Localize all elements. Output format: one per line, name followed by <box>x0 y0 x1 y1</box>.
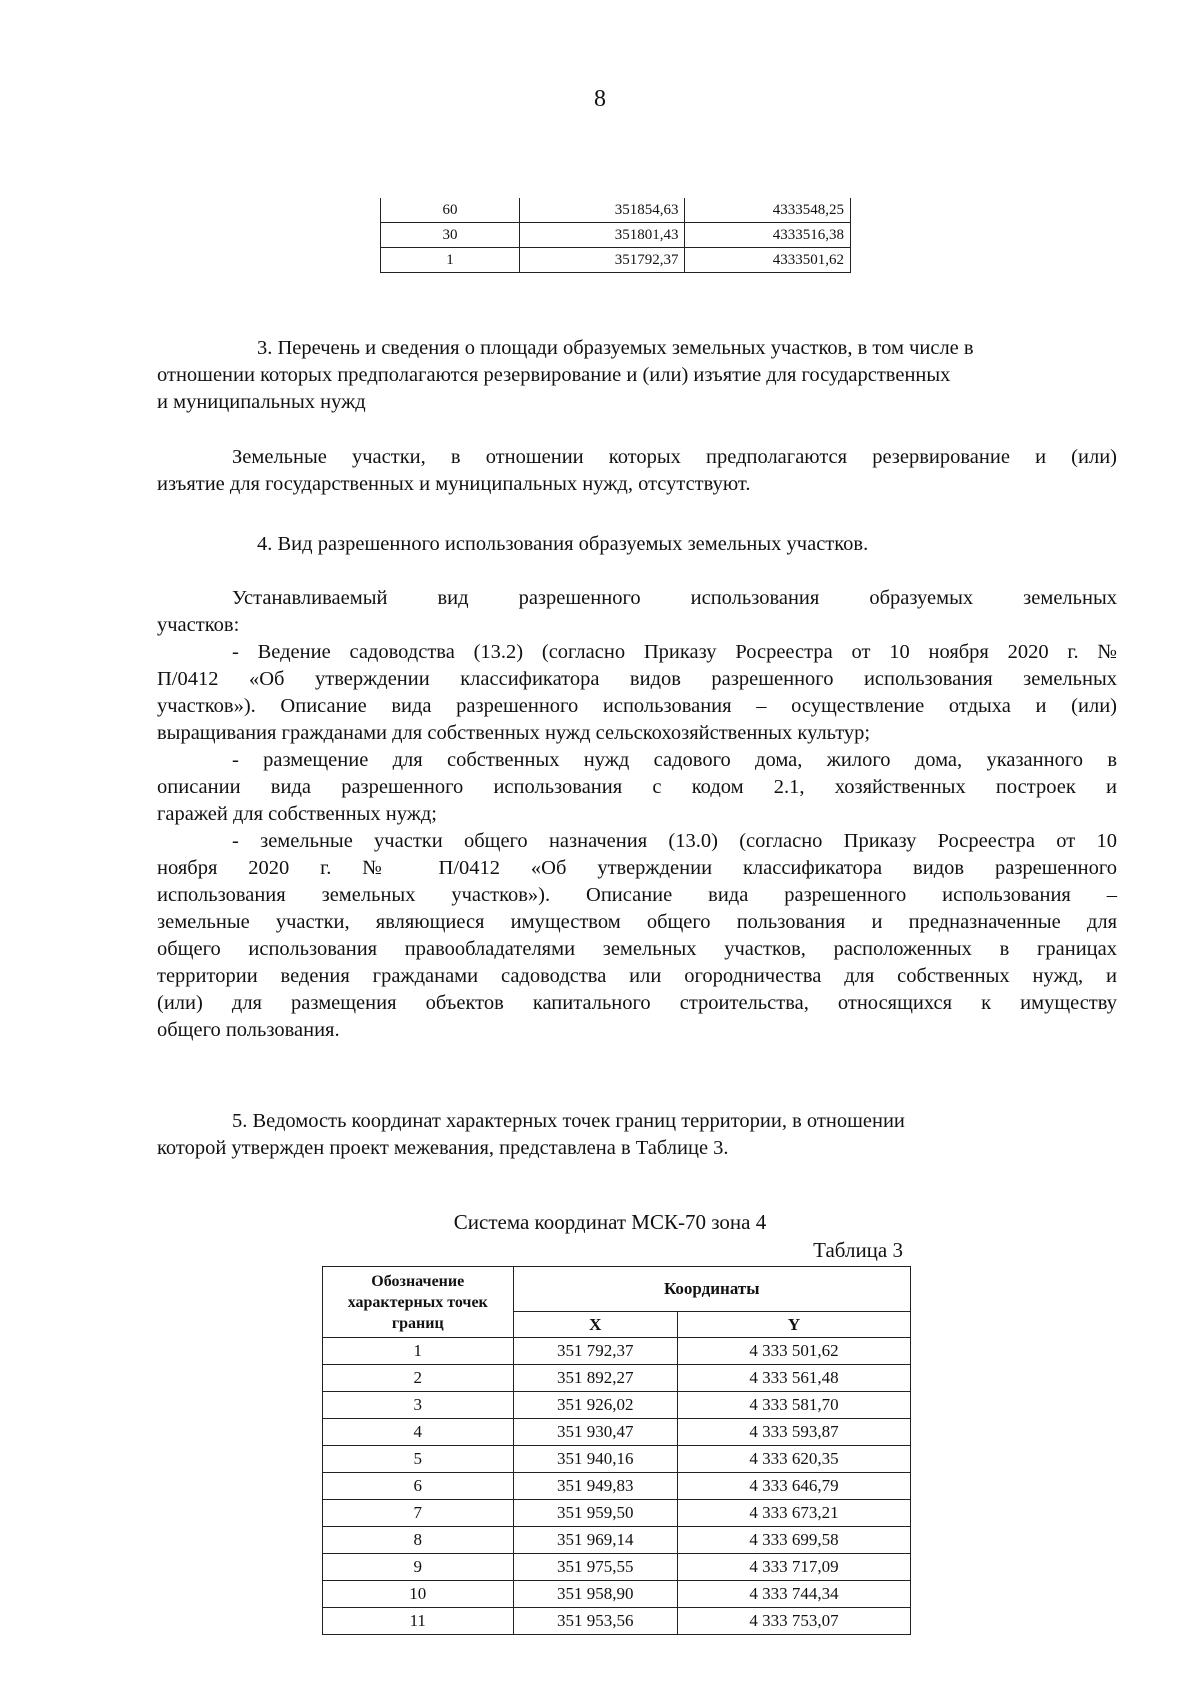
x-header: X <box>513 1312 677 1338</box>
x-cell: 351 792,37 <box>513 1338 677 1365</box>
x-cell: 351 949,83 <box>513 1473 677 1500</box>
table-header-row <box>323 1267 911 1312</box>
page-number: 8 <box>594 86 606 112</box>
x-cell: 351854,63 <box>520 198 685 223</box>
table-row <box>323 1338 911 1365</box>
point-cell: 4 <box>323 1419 514 1446</box>
y-cell: 4 333 501,62 <box>677 1338 910 1365</box>
table-row <box>323 1446 911 1473</box>
x-cell: 351 975,55 <box>513 1554 677 1581</box>
table-row <box>323 1554 911 1581</box>
point-name-header: Обозначение характерных точек границ <box>323 1267 514 1338</box>
point-cell: 60 <box>381 198 520 223</box>
section-5-paragraph: 5. Ведомость координат характерных точек границ территории, в отношении которой утвержден проект межевания, представлена в Таблице 3. <box>157 1110 905 1159</box>
table-row <box>323 1581 911 1608</box>
usage-paragraph: Устанавливаемый вид разрешенного использования образуемых земельных участков: - Ведение садоводства (13.2) (согласно Приказу Росреестра от 10 ноября 2020 г. № П/0412 «Об утверждении классификатора видов разрешенного использования земельных участков»). Описание вида разрешенного использования – осуществление отдыха и (или) выращивания гражданами для собственных нужд сельскохозяйственных культур; - размещение для собственных нужд садового дома, жилого дома, указанного в описании вида разрешенного использования с кодом 2.1, хозяйственных построек и гаражей для собственных нужд; - земельные участки общего назначения (13.0) (согласно Приказу Росреестра от 10 ноября 2020 г. № П/0412 «Об утверждении классификатора видов разрешенного использования земельных участков»). Описание вида разрешенного использования – земельные участки, являющиеся имуществом общего пользования и предназначенные для общего использования правообладателями земельных участков, расположенных в границах территории ведения гражданами садоводства или огородничества для собственных нужд, и (или) для размещения объектов капитального строительства, относящихся к имуществу общего пользования. <box>157 587 1117 1041</box>
y-cell: 4 333 581,70 <box>677 1392 910 1419</box>
y-cell: 4 333 561,48 <box>677 1365 910 1392</box>
y-header: Y <box>677 1312 910 1338</box>
table-row <box>323 1473 911 1500</box>
table-row <box>323 1527 911 1554</box>
table-row <box>381 223 851 248</box>
point-cell: 10 <box>323 1581 514 1608</box>
point-cell: 8 <box>323 1527 514 1554</box>
y-cell: 4 333 717,09 <box>677 1554 910 1581</box>
table-row <box>381 248 851 273</box>
table-row <box>381 198 851 223</box>
top-coordinates-table <box>380 198 851 273</box>
section-4-heading: 4. Вид разрешенного использования образуемых земельных участков. <box>257 533 869 555</box>
reservation-paragraph: Земельные участки, в отношении которых предполагаются резервирование и (или) изъятие для государственных и муниципальных нужд, отсутствуют. <box>157 446 1117 495</box>
x-cell: 351 892,27 <box>513 1365 677 1392</box>
y-cell: 4333548,25 <box>685 198 851 223</box>
x-cell: 351 926,02 <box>513 1392 677 1419</box>
table-3 <box>322 1266 911 1635</box>
table-3-number: Таблица 3 <box>813 1238 903 1262</box>
x-cell: 351 930,47 <box>513 1419 677 1446</box>
x-cell: 351 969,14 <box>513 1527 677 1554</box>
y-cell: 4 333 646,79 <box>677 1473 910 1500</box>
y-cell: 4 333 593,87 <box>677 1419 910 1446</box>
table-row <box>323 1419 911 1446</box>
point-cell: 2 <box>323 1365 514 1392</box>
table-row <box>323 1500 911 1527</box>
x-cell: 351792,37 <box>520 248 685 273</box>
x-cell: 351 959,50 <box>513 1500 677 1527</box>
point-cell: 7 <box>323 1500 514 1527</box>
y-cell: 4 333 699,58 <box>677 1527 910 1554</box>
point-cell: 5 <box>323 1446 514 1473</box>
x-cell: 351 958,90 <box>513 1581 677 1608</box>
coordinates-header: Координаты <box>513 1267 910 1312</box>
y-cell: 4 333 753,07 <box>677 1608 910 1635</box>
y-cell: 4 333 620,35 <box>677 1446 910 1473</box>
x-cell: 351 940,16 <box>513 1446 677 1473</box>
point-cell: 1 <box>381 248 520 273</box>
point-cell: 3 <box>323 1392 514 1419</box>
table-3-caption: Система координат МСК-70 зона 4 <box>453 1210 767 1234</box>
x-cell: 351 953,56 <box>513 1608 677 1635</box>
point-cell: 11 <box>323 1608 514 1635</box>
table-row <box>323 1608 911 1635</box>
table-row <box>323 1365 911 1392</box>
point-cell: 9 <box>323 1554 514 1581</box>
section-3-heading: 3. Перечень и сведения о площади образуемых земельных участков, в том числе в отношении которых предполагаются резервирование и (или) изъятие для государственных и муниципальных нужд <box>157 337 974 413</box>
point-cell: 6 <box>323 1473 514 1500</box>
point-cell: 30 <box>381 223 520 248</box>
y-cell: 4333501,62 <box>685 248 851 273</box>
y-cell: 4333516,38 <box>685 223 851 248</box>
y-cell: 4 333 673,21 <box>677 1500 910 1527</box>
table-row <box>323 1392 911 1419</box>
point-cell: 1 <box>323 1338 514 1365</box>
y-cell: 4 333 744,34 <box>677 1581 910 1608</box>
x-cell: 351801,43 <box>520 223 685 248</box>
